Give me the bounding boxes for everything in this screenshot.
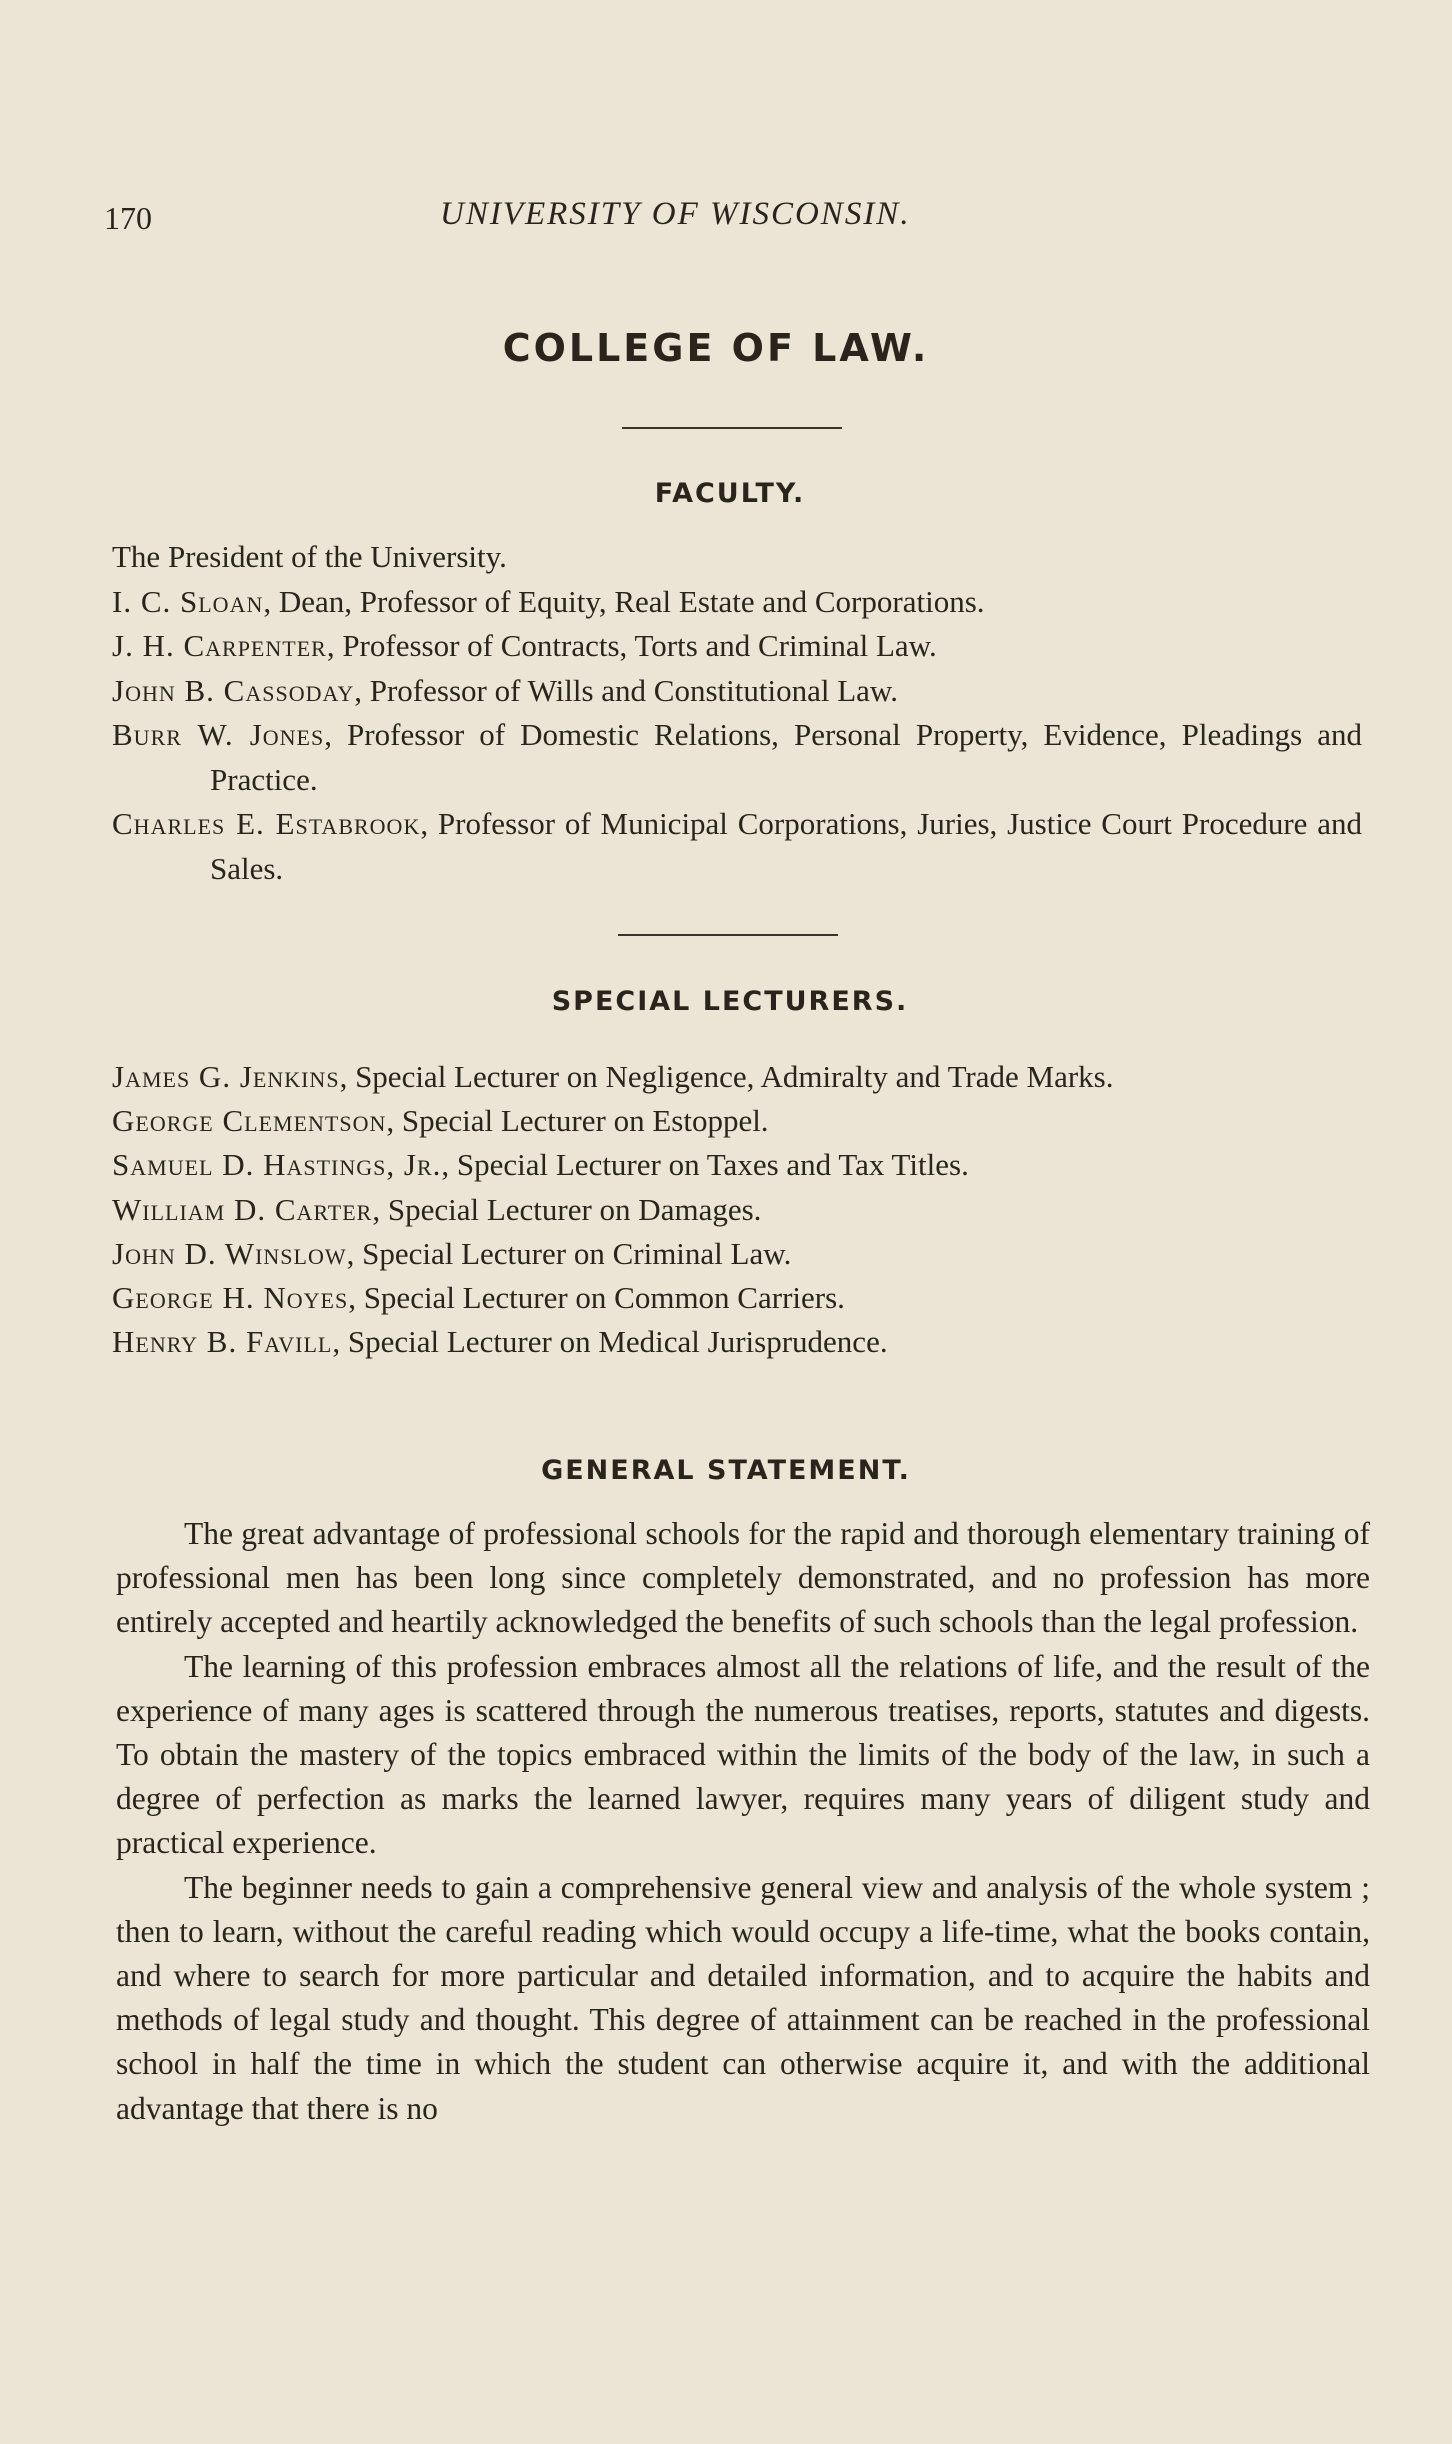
- faculty-role: The President of the University.: [112, 539, 507, 574]
- lecturer-name: George H. Noyes: [112, 1280, 349, 1316]
- faculty-role: , Professor of Wills and Constitutional Law.: [354, 672, 899, 708]
- divider-rule: [622, 427, 842, 429]
- faculty-entry: [112, 713, 1362, 802]
- body-paragraph: The beginner needs to gain a comprehensive general view and analysis of the whole system ; then to learn, without the careful reading which would occupy a life-time, what the books contain, and where to search for more particular and detailed information, and to acquire the habits and methods of legal study and thought. This degree of attainment can be reached in the professional school in half the time in which the student can otherwise acquire it, and with the additional advantage that there is no: [116, 1869, 1370, 2126]
- lecturer-entry: [112, 1055, 1362, 1099]
- lecturer-role: , Special Lecturer on Negligence, Admiralty and Trade Marks.: [339, 1059, 1114, 1094]
- body-paragraph: The learning of this profession embraces almost all the relations of life, and the result of the experience of many ages is scattered through the numerous treatises, reports, statutes and digests. To obtain the mastery of the topics embraced within the limits of the body of the law, in such a degree of perfection as marks the learned lawyer, requires many years of diligent study and practical experience.: [116, 1648, 1370, 1861]
- general-statement-body: [116, 1512, 1370, 2131]
- lecturer-name: George Clementson: [112, 1103, 387, 1139]
- faculty-name: John B. Cassoday: [112, 672, 355, 708]
- faculty-role: , Professor of Municipal Corporations, Juries, Justice Court Procedure and Sales.: [210, 806, 1363, 886]
- lecturers-heading: SPECIAL LECTURERS.: [551, 986, 909, 1017]
- lecturer-role: , Special Lecturer on Taxes and Tax Titles.: [441, 1147, 969, 1183]
- lecturer-entry: [112, 1320, 1362, 1364]
- faculty-role: , Professor of Contracts, Torts and Criminal Law.: [326, 628, 937, 663]
- page-title: COLLEGE OF LAW.: [502, 326, 930, 370]
- divider-rule: [618, 934, 838, 936]
- running-header: [0, 196, 1452, 244]
- lecturer-role: , Special Lecturer on Damages.: [372, 1191, 762, 1227]
- faculty-name: Burr W. Jones: [112, 717, 325, 752]
- faculty-name: I. C. Sloan: [112, 583, 264, 619]
- page-number: 170: [104, 200, 152, 236]
- lecturer-role: , Special Lecturer on Estoppel.: [386, 1103, 769, 1139]
- lecturer-entry: [112, 1276, 1362, 1320]
- lecturer-name: John D. Winslow: [112, 1235, 347, 1271]
- lecturer-entry: [112, 1232, 1362, 1276]
- lecturers-list: [112, 1055, 1362, 1364]
- faculty-role: , Professor of Domestic Relations, Personal Property, Evidence, Pleadings and Practice.: [210, 717, 1363, 797]
- running-title: UNIVERSITY OF WISCONSIN.: [440, 196, 911, 232]
- lecturer-name: Henry B. Favill: [112, 1324, 333, 1360]
- general-statement-heading: GENERAL STATEMENT.: [541, 1455, 911, 1486]
- faculty-entry: [112, 580, 1362, 625]
- faculty-heading: FACULTY.: [654, 478, 806, 509]
- faculty-list: [112, 535, 1362, 891]
- lecturer-entry: [112, 1143, 1362, 1187]
- lecturer-name: Samuel D. Hastings, Jr.: [112, 1147, 442, 1183]
- body-paragraph: The great advantage of professional schools for the rapid and thorough elementary training of professional men has been long since completely demonstrated, and no profession has more entirely accepted and heartily acknowledged the benefits of such schools than the legal profession.: [116, 1516, 1370, 1640]
- lecturer-entry: [112, 1188, 1362, 1232]
- faculty-role: , Dean, Professor of Equity, Real Estate and Corporations.: [263, 583, 985, 619]
- lecturer-entry: [112, 1099, 1362, 1143]
- faculty-entry: [112, 802, 1362, 891]
- lecturer-role: , Special Lecturer on Criminal Law.: [346, 1235, 792, 1271]
- faculty-entry: [112, 535, 1362, 580]
- faculty-entry: [112, 669, 1362, 714]
- lecturer-role: , Special Lecturer on Medical Jurisprudence.: [332, 1324, 888, 1360]
- lecturer-name: James G. Jenkins: [112, 1059, 340, 1094]
- faculty-name: J. H. Carpenter: [112, 628, 327, 663]
- faculty-entry: [112, 624, 1362, 669]
- faculty-name: Charles E. Estabrook: [112, 806, 421, 841]
- lecturer-name: William D. Carter: [112, 1191, 373, 1227]
- lecturer-role: , Special Lecturer on Common Carriers.: [348, 1280, 845, 1316]
